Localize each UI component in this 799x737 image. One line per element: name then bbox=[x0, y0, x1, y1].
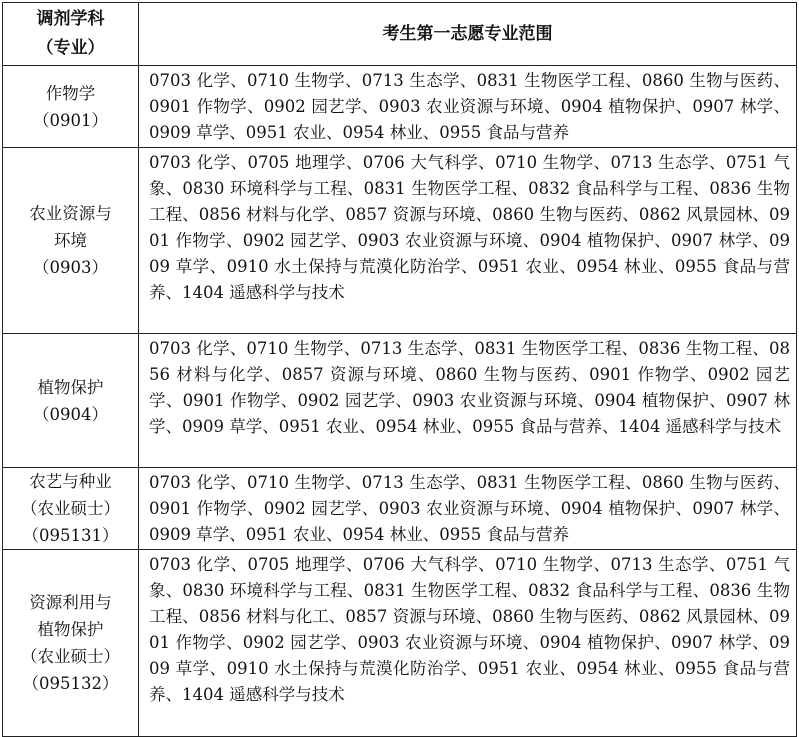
table-row bbox=[3, 66, 797, 148]
header-row bbox=[3, 3, 797, 66]
major-code: （095132） bbox=[22, 674, 119, 693]
major-code: （0901） bbox=[33, 110, 108, 130]
header-major bbox=[3, 3, 139, 66]
range-cell: 0703 化学、0710 生物学、0713 生态学、0831 生物医学工程、0860 生物与医药、0901 作物学、0902 园艺学、0903 农业资源与环境、0904 植物保护、0907 林学、0909 草学、0951 农业、0954 林业、0955 食品与营养 bbox=[139, 66, 797, 148]
major-type: （农业硕士） bbox=[21, 647, 120, 666]
adjustment-table bbox=[2, 2, 797, 737]
major-name-cont: 环境 bbox=[54, 231, 87, 250]
range-cell: 0703 化学、0705 地理学、0706 大气科学、0710 生物学、0713 生态学、0751 气象、0830 环境科学与工程、0831 生物医学工程、0832 食品科学与工程、0836 生物工程、0856 材料与化工、0857 资源与环境、0860 生物与医药、0862 风景园林、0901 作物学、0902 园艺学、0903 农业资源与环境、0904 植物保护、0907 林学、0909 草学、0910 水土保持与荒漠化防治学、0951 农业、0954 林业、0955 食品与营养、1404 遥感科学与技术 bbox=[139, 550, 797, 737]
major-code: （095131） bbox=[22, 526, 119, 545]
major-code: （0904） bbox=[33, 404, 108, 424]
header-major-line2: （专业） bbox=[36, 38, 105, 58]
major-type: （农业硕士） bbox=[21, 499, 120, 518]
table-row bbox=[3, 468, 797, 550]
table-row bbox=[3, 334, 797, 468]
range-cell: 0703 化学、0710 生物学、0713 生态学、0831 生物医学工程、0836 生物工程、0856 材料与化学、0857 资源与环境、0860 生物与医药、0901 作物学、0902 园艺学、0901 作物学、0902 园艺学、0903 农业资源与环境、0904 植物保护、0907 林学、0909 草学、0951 农业、0954 林业、0955 食品与营养、1404 遥感科学与技术 bbox=[139, 334, 797, 468]
major-code: （0903） bbox=[33, 258, 108, 277]
major-cell bbox=[3, 334, 139, 468]
major-cell bbox=[3, 148, 139, 334]
major-name-cont: 植物保护 bbox=[37, 620, 104, 639]
table-row bbox=[3, 148, 797, 334]
major-cell bbox=[3, 550, 139, 737]
range-cell: 0703 化学、0705 地理学、0706 大气科学、0710 生物学、0713 生态学、0751 气象、0830 环境科学与工程、0831 生物医学工程、0832 食品科学与工程、0836 生物工程、0856 材料与化学、0857 资源与环境、0860 生物与医药、0862 风景园林、0901 作物学、0902 园艺学、0903 农业资源与环境、0904 植物保护、0907 林学、0909 草学、0910 水土保持与荒漠化防治学、0951 农业、0954 林业、0955 食品与营养、1404 遥感科学与技术 bbox=[139, 148, 797, 334]
major-name: 作物学 bbox=[45, 83, 96, 103]
major-name: 农艺与种业 bbox=[29, 472, 112, 491]
major-name: 农业资源与 bbox=[29, 204, 112, 223]
range-cell: 0703 化学、0710 生物学、0713 生态学、0831 生物医学工程、0860 生物与医药、0901 作物学、0902 园艺学、0903 农业资源与环境、0904 植物保护、0907 林学、0909 草学、0951 农业、0954 林业、0955 食品与营养 bbox=[139, 468, 797, 550]
table-row bbox=[3, 550, 797, 737]
header-major-line1: 调剂学科 bbox=[36, 9, 105, 29]
header-range: 考生第一志愿专业范围 bbox=[139, 3, 797, 66]
major-cell bbox=[3, 468, 139, 550]
major-name: 资源利用与 bbox=[29, 593, 112, 612]
major-name: 植物保护 bbox=[37, 377, 104, 397]
major-cell bbox=[3, 66, 139, 148]
